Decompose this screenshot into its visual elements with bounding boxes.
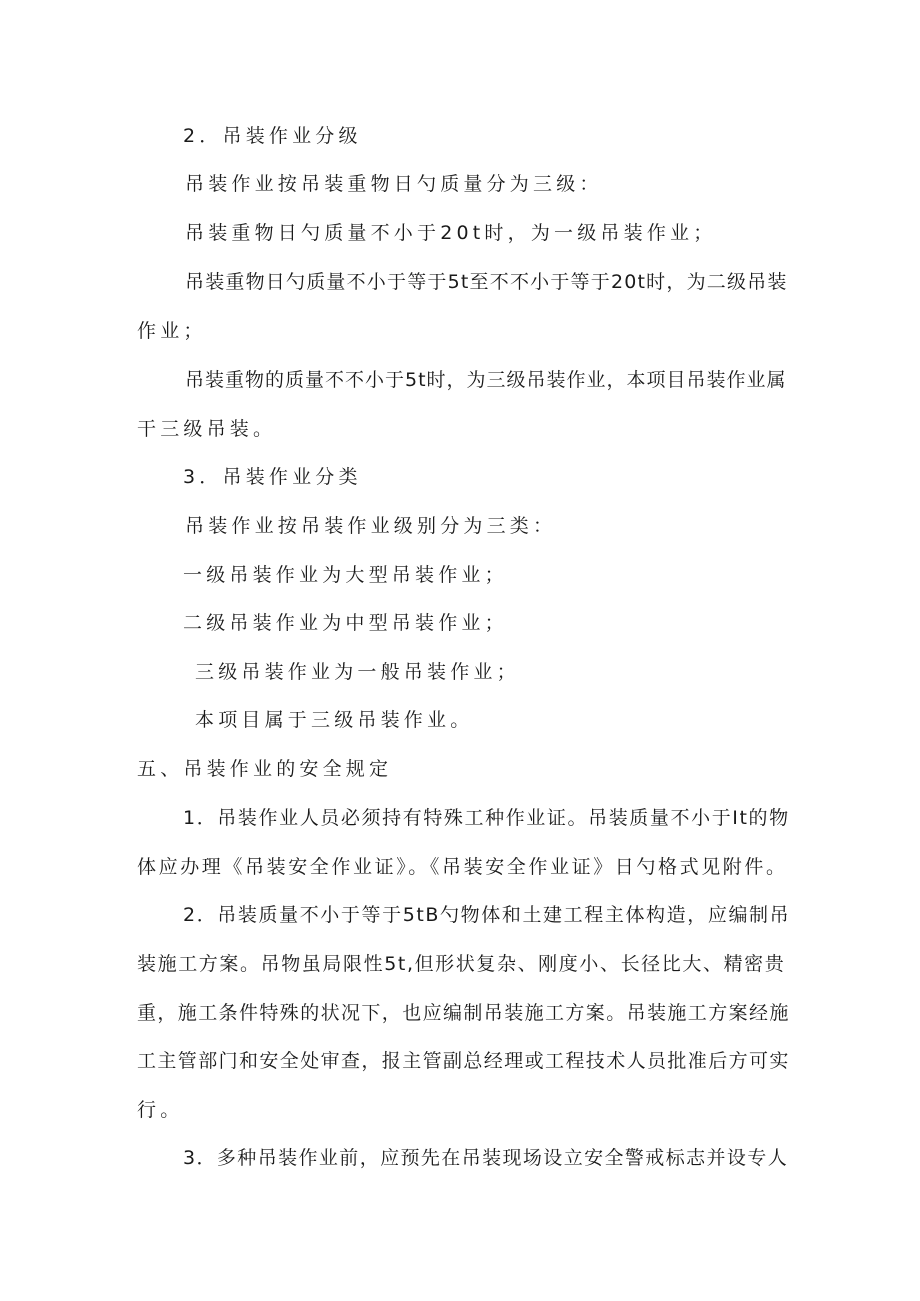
paragraph-line: 吊装重物日勺质量不小于20t时，为一级吊装作业； [185, 222, 717, 244]
paragraph-line: 三级吊装作业为一般吊装作业； [195, 661, 520, 683]
paragraph-line: 1．吊装作业人员必须持有特殊工种作业证。吊装质量不小于It的物 [183, 807, 790, 829]
paragraph-line: 2．吊装质量不小于等于5tB勺物体和土建工程主体构造，应编制吊 [183, 904, 791, 926]
paragraph-line: 一级吊装作业为大型吊装作业； [183, 564, 508, 586]
heading-lifting-categories: 3．吊装作业分类 [183, 466, 362, 488]
paragraph-line: 吊装重物的质量不不小于5t时，为三级吊装作业，本项目吊装作业属 [185, 369, 787, 391]
paragraph-line: 装施工方案。吊物虽局限性5t,但形状复杂、刚度小、长径比大、精密贵 [137, 953, 786, 975]
paragraph-line: 吊装重物日勺质量不小于等于5t至不不小于等于20t时，为二级吊装 [185, 271, 788, 293]
paragraph-line: 干三级吊装。 [137, 418, 277, 440]
paragraph-line: 3．多种吊装作业前，应预先在吊装现场设立安全警戒标志并设专人 [183, 1147, 789, 1169]
paragraph-line: 吊装作业按吊装作业级别分为三类： [185, 515, 557, 537]
paragraph-line: 二级吊装作业为中型吊装作业； [183, 612, 508, 634]
paragraph-line: 本项目属于三级吊装作业。 [195, 709, 474, 731]
paragraph-line: 工主管部门和安全处审查，报主管副总经理或工程技术人员批准后方可实 [137, 1050, 790, 1072]
paragraph-line: 作业； [137, 320, 207, 342]
paragraph-line: 体应办理《吊装安全作业证》。《吊装安全作业证》日勺格式见附件。 [137, 856, 788, 878]
section-heading-safety-rules: 五、吊装作业的安全规定 [137, 758, 393, 780]
heading-lifting-classification: 2．吊装作业分级 [183, 125, 362, 147]
paragraph-line: 行。 [137, 1099, 184, 1121]
paragraph-line: 吊装作业按吊装重物日勺质量分为三级： [185, 173, 603, 195]
paragraph-line: 重，施工条件特殊的状况下，也应编制吊装施工方案。吊装施工方案经施 [137, 1002, 790, 1024]
